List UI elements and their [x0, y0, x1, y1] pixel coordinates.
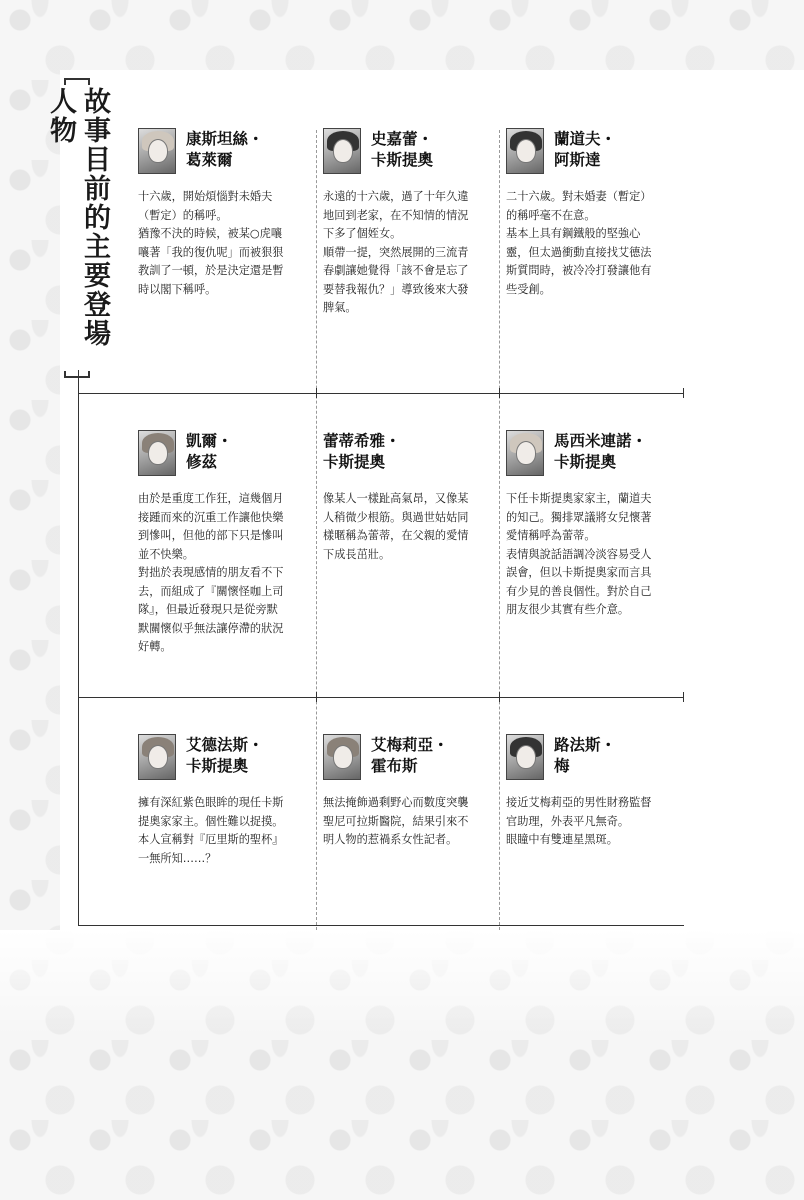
- column-divider-2: [499, 130, 500, 930]
- character-portrait-icon: [506, 128, 544, 174]
- bottom-fade: [0, 930, 804, 1200]
- character-portrait-icon: [138, 734, 176, 780]
- character-card: [138, 430, 310, 657]
- tick: [499, 692, 500, 702]
- tick: [683, 692, 684, 702]
- tick: [316, 692, 317, 702]
- tick: [683, 388, 684, 398]
- tick: [499, 388, 500, 398]
- character-description: 下任卡斯提奧家家主，蘭道夫 的知己。獨排眾議將女兒懷著 愛情稱呼為蕾蒂。 表情與說話語調冷淡容易受人 誤會，但以卡斯提奧家而言具 有少見的善良個性。對於自己 朋友很少其實有些介意。: [506, 492, 652, 616]
- character-description: 二十六歲。對未婚妻（暫定） 的稱呼毫不在意。 基本上具有鋼鐵般的堅強心 靈，但太過衝動直接找艾德法 斯質問時，被冷冷打發讓他有 些受創。: [506, 190, 652, 296]
- character-card: [323, 128, 495, 318]
- character-description: 十六歲，開始煩惱對未婚夫 （暫定）的稱呼。 猶豫不決的時候，被某○虎嚷 嚷著「我的復仇呢」而被狠狠 教訓了一頓，於是決定還是暫 時以閣下稱呼。: [138, 190, 284, 296]
- character-card: [506, 128, 678, 299]
- page-title: 故事目前的主要登場人物: [45, 87, 110, 349]
- character-name: 蕾蒂希雅・ 卡斯提奧: [323, 431, 401, 471]
- character-name: 艾梅莉亞・ 霍布斯: [371, 735, 449, 775]
- row-divider-2: [78, 697, 684, 698]
- character-description: 像某人一樣趾高氣昂，又像某 人稍微少根筋。與過世姑姑同 樣暱稱為蕾蒂，在父親的愛情 下成長茁壯。: [323, 492, 469, 561]
- row-divider-3: [78, 925, 684, 926]
- character-card: [138, 128, 310, 299]
- character-card: [323, 734, 495, 850]
- character-name: 馬西米連諾・ 卡斯提奧: [554, 431, 648, 471]
- row-divider-1: [78, 393, 684, 394]
- character-name: 康斯坦絲・ 葛萊爾: [186, 129, 264, 169]
- character-name: 史嘉蕾・ 卡斯提奧: [371, 129, 434, 169]
- character-card: [138, 734, 310, 868]
- character-description: 接近艾梅莉亞的男性財務監督 官助理，外表平凡無奇。 眼瞳中有雙連星黑斑。: [506, 796, 652, 846]
- character-description: 永遠的十六歲，過了十年久違 地回到老家，在不知情的情況 下多了個姪女。 順帶一提，突然展開的三流青 春劇讓她覺得「該不會是忘了 要替我報仇？」導致後來大發 脾氣。: [323, 190, 469, 314]
- left-border-line: [78, 370, 79, 926]
- title-bracket-bottom: [64, 371, 90, 378]
- tick: [316, 388, 317, 398]
- page-title-block: [45, 78, 110, 378]
- title-bracket-top: [64, 78, 90, 85]
- character-portrait-icon: [506, 430, 544, 476]
- character-name: 艾德法斯・ 卡斯提奧: [186, 735, 264, 775]
- character-portrait-icon: [506, 734, 544, 780]
- character-name: 路法斯・ 梅: [554, 735, 617, 775]
- character-description: 擁有深紅紫色眼眸的現任卡斯 提奧家家主。個性難以捉摸。 本人宣稱對『厄里斯的聖杯』 一無所知……？: [138, 796, 284, 865]
- character-portrait-icon: [138, 430, 176, 476]
- character-card: [506, 430, 678, 620]
- character-card: [323, 430, 495, 564]
- character-portrait-icon: [323, 128, 361, 174]
- character-name: 凱爾・ 修茲: [186, 431, 233, 471]
- character-portrait-icon: [323, 734, 361, 780]
- character-card: [506, 734, 678, 850]
- character-name: 蘭道夫・ 阿斯達: [554, 129, 617, 169]
- character-portrait-icon: [138, 128, 176, 174]
- character-description: 由於是重度工作狂，這幾個月 接踵而來的沉重工作讓他快樂 到慘叫，但他的部下只是慘叫 並不快樂。 對拙於表現感情的朋友看不下 去，而組成了『關懷怪咖上司 隊』，但最近發現只是從旁默 默關懷似乎無法讓停滯的狀況 好轉。: [138, 492, 284, 653]
- character-description: 無法掩飾過剩野心而數度突襲 聖尼可拉斯醫院，結果引來不 明人物的惹禍系女性記者。: [323, 796, 469, 846]
- column-divider-1: [316, 130, 317, 930]
